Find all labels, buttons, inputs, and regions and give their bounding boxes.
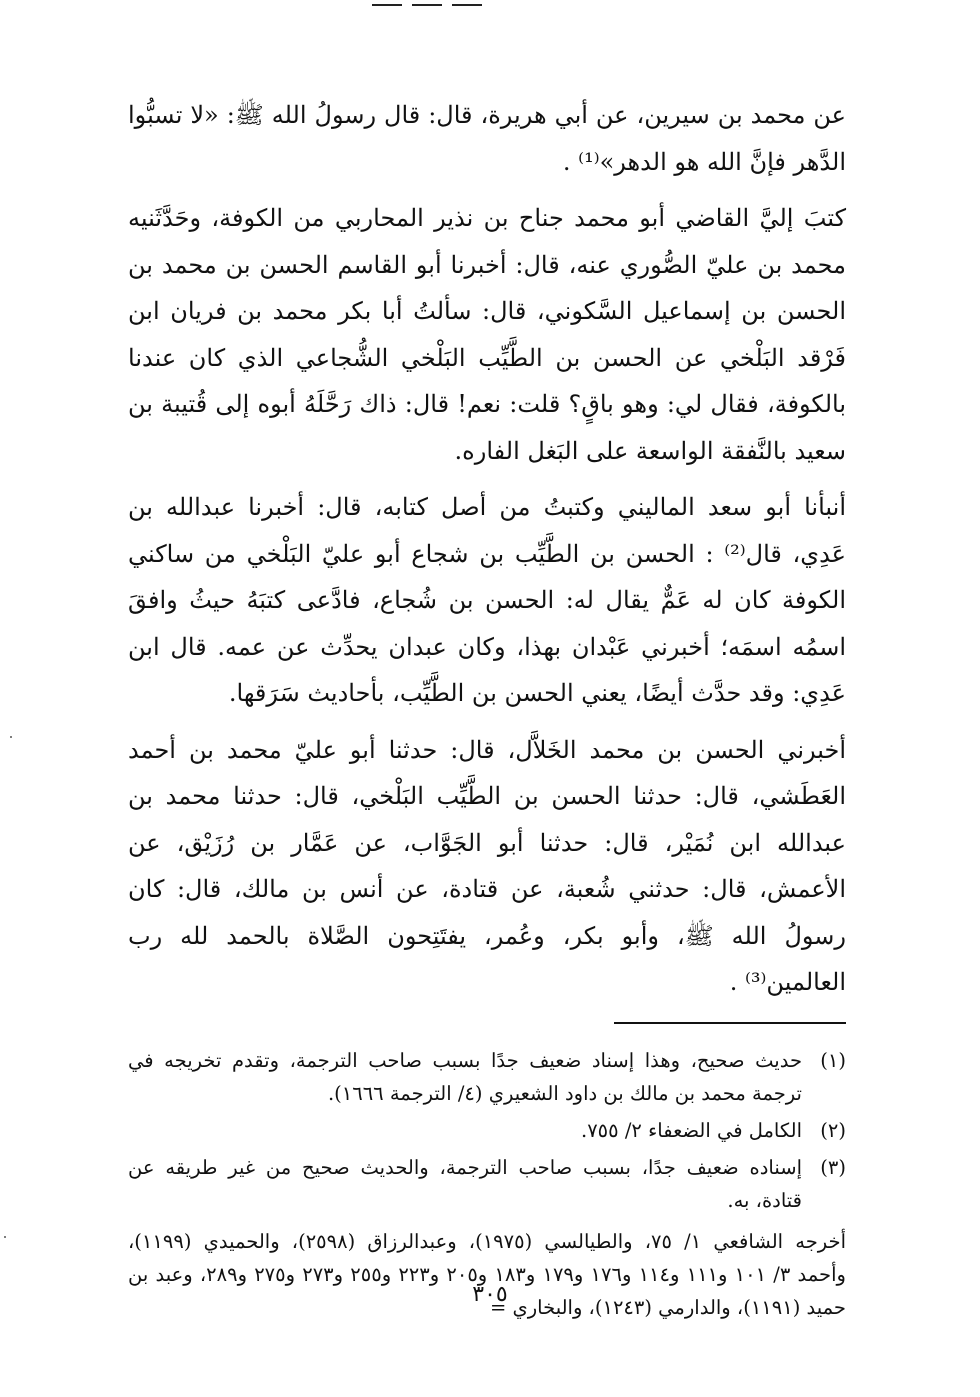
footnote-3 [128, 1151, 846, 1217]
footnote-text: حديث صحيح، وهذا إسناد ضعيف جدًا بسبب صاحب الترجمة، وتقدم تخريجه في ترجمة محمد بن مالك بن داود الشعيري (٤/ الترجمة ١٦٦٦). [128, 1048, 802, 1105]
paragraph: أنبأنا أبو سعد الماليني وكتبتُ من أصل كتابه، قال: أخبرنا عبدالله بن عَدِي، قال⁽²⁾ : الحسن بن الطَّيِّب بن شجاع أبو عليّ البَلْخي من ساكني الكوفة كان له عَمٌّ يقال له: الحسن بن شُجاع، فادَّعى كتبَهُ حيثُ وافقَ اسمُه اسمَه؛ أخبرني عَبْدان بهذا، وكان عبدان يحدِّث عن عمه. قال ابن عَدِي: وقد حدَّث أيضًا، يعني الحسن بن الطَّيِّب، بأحاديث سَرَقها. [128, 493, 846, 707]
top-edge-marks [372, 4, 482, 8]
footnote-number: (٣) [820, 1155, 846, 1179]
footnote-1 [128, 1044, 846, 1110]
footnote-text: إسناده ضعيف جدًا، بسبب صاحب الترجمة، والحديث صحيح من غير طريقه عن قتادة، به. [128, 1155, 802, 1212]
footnote-text: الكامل في الضعفاء ٢/ ٧٥٥. [581, 1118, 802, 1142]
footnote-number: (١) [820, 1048, 846, 1072]
paragraph: عن محمد بن سيرين، عن أبي هريرة، قال: قال رسولُ الله ﷺ: «لا تسبُّوا الدَّهر فإنَّ الله هو الدهر»⁽¹⁾ . [128, 101, 846, 176]
scan-speck [4, 1236, 6, 1238]
paragraph: أخبرني الحسن بن محمد الخَلاَّل، قال: حدثنا أبو عليّ محمد بن أحمد العَطَشي، قال: حدثنا الحسن بن الطَّيِّب البَلْخي، قال: حدثنا محمد بن عبدالله ابن نُمَيْر، قال: حدثنا أبو الجَوَّاب، عن عَمَّار بن رُزَيْق، عن الأعمش، قال: حدثني شُعبة، عن قتادة، عن أنس بن مالك، قال: كان رسولُ الله ﷺ، وأبو بكر، وعُمر، يفتَتِحون الصَّلاة بالحمد لله رب العالمين⁽³⁾ . [128, 735, 847, 996]
footnote-2 [128, 1114, 846, 1147]
paragraph: كتبَ إليَّ القاضي أبو محمد جناح بن نذير المحاربي من الكوفة، وحَدَّثَنيه محمد بن عليّ الصُّوري عنه، قال: أخبرنا أبو القاسم الحسن بن محمد بن الحسن بن إسماعيل السَّكوني، قال: سألتُ أبا بكر محمد بن فريان ابن فَرْقد البَلْخي عن الحسن بن الطَّيِّب البَلْخي الشُّجاعي الذي كان عندنا بالكوفة، فقال لي: وهو باقٍ؟ قلت: نعم! قال: ذاك رَحَّلَهُ أبوه إلى قُتيبة بن سعيد بالنَّفقة الواسعة على البَغل الفاره. [128, 204, 846, 465]
scan-speck [10, 736, 12, 738]
page-body [128, 92, 846, 1324]
footnote-separator [614, 1022, 846, 1024]
page-number: ٣٠٥ [472, 1282, 508, 1307]
footnote-number: (٢) [820, 1118, 846, 1142]
footnote-continuation: أخرجه الشافعي ١/ ٧٥، والطيالسي (١٩٧٥)، وعبدالرزاق (٢٥٩٨)، والحميدي (١١٩٩)، وأحمد ٣/ ١٠١ و١١١ و١١٤ و١٧٦ و١٧٩ و١٨٣ و٢٠٥ و٢٢٣ و٢٥٥ و٢٧٣ و٢٧٥ و٢٨٩، وعبد بن حميد (١١٩١)، والدارمي (١٢٤٣)، والبخاري = [128, 1229, 846, 1319]
